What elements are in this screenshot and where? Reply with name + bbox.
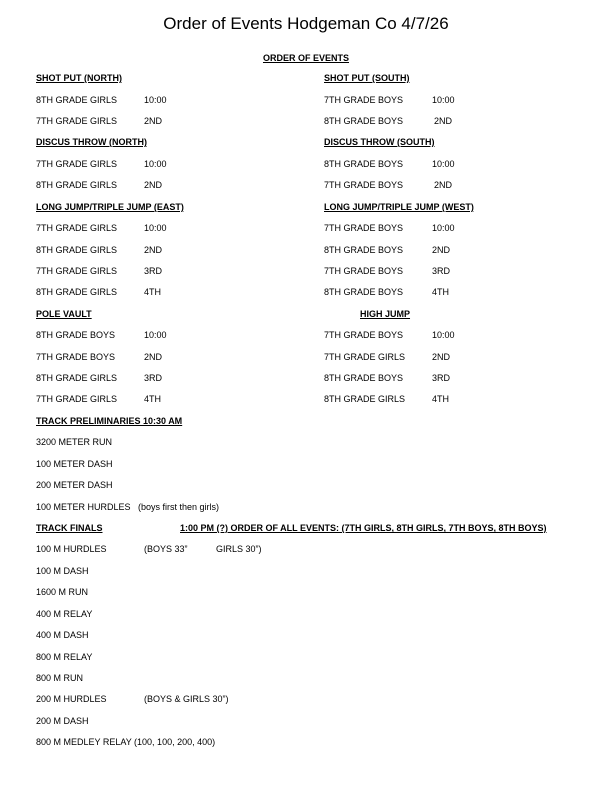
long-jump-east-time-1: 10:00 xyxy=(144,223,167,233)
high-jump-event-4: 8TH GRADE GIRLS xyxy=(324,394,406,404)
long-jump-west-time-4: 4TH xyxy=(432,287,450,297)
finals-event-9: 200 M DASH xyxy=(36,716,89,726)
prelims-event-3: 200 METER DASH xyxy=(36,480,113,490)
pole-vault-event-2: 7TH GRADE BOYS xyxy=(36,352,116,362)
prelims-event-2: 100 METER DASH xyxy=(36,459,113,469)
document-title: Order of Events Hodgeman Co 4/7/26 xyxy=(163,14,449,33)
high-jump-title: HIGH JUMP xyxy=(360,309,411,319)
finals-note-8: (BOYS & GIRLS 30”) xyxy=(144,694,229,704)
long-jump-east-time-3: 3RD xyxy=(144,266,163,276)
pole-vault-event-1: 8TH GRADE BOYS xyxy=(36,330,116,340)
pole-vault-event-4: 7TH GRADE GIRLS xyxy=(36,394,118,404)
long-jump-west-event-1: 7TH GRADE BOYS xyxy=(324,223,404,233)
long-jump-west-event-3: 7TH GRADE BOYS xyxy=(324,266,404,276)
finals-event-4: 400 M RELAY xyxy=(36,609,93,619)
long-jump-west-time-3: 3RD xyxy=(432,266,451,276)
discus-south-title: DISCUS THROW (SOUTH) xyxy=(324,137,435,147)
long-jump-west-title: LONG JUMP/TRIPLE JUMP (WEST) xyxy=(324,202,474,212)
order-of-events-heading: ORDER OF EVENTS xyxy=(262,53,349,63)
long-jump-east-event-1: 7TH GRADE GIRLS xyxy=(36,223,118,233)
shot-put-north-event-1: 8TH GRADE GIRLS xyxy=(36,95,118,105)
long-jump-east-time-2: 2ND xyxy=(144,245,163,255)
long-jump-west-event-2: 8TH GRADE BOYS xyxy=(324,245,404,255)
prelims-event-1: 3200 METER RUN xyxy=(36,437,113,447)
prelims-title: TRACK PRELIMINARIES 10:30 AM xyxy=(36,416,183,426)
prelims-note-4: (boys first then girls) xyxy=(138,502,220,512)
discus-north-event-1: 7TH GRADE GIRLS xyxy=(36,159,118,169)
long-jump-east-time-4: 4TH xyxy=(144,287,162,297)
finals-event-1: 100 M HURDLES xyxy=(36,544,107,554)
pole-vault-title: POLE VAULT xyxy=(36,309,92,319)
pole-vault-time-3: 3RD xyxy=(144,373,163,383)
pole-vault-time-1: 10:00 xyxy=(144,330,167,340)
finals-event-10: 800 M MEDLEY RELAY (100, 100, 200, 400) xyxy=(36,737,216,747)
high-jump-event-1: 7TH GRADE BOYS xyxy=(324,330,404,340)
pole-vault-time-2: 2ND xyxy=(144,352,163,362)
prelims-event-4: 100 METER HURDLES xyxy=(36,502,131,512)
shot-put-south-event-2: 8TH GRADE BOYS xyxy=(324,116,404,126)
finals-subtitle: 1:00 PM (?) ORDER OF ALL EVENTS: (7TH GIRLS, 8TH GIRLS, 7TH BOYS, 8TH BOYS) xyxy=(180,523,547,533)
long-jump-east-event-2: 8TH GRADE GIRLS xyxy=(36,245,118,255)
shot-put-north-time-1: 10:00 xyxy=(144,95,167,105)
discus-south-event-1: 8TH GRADE BOYS xyxy=(324,159,404,169)
finals-event-2: 100 M DASH xyxy=(36,566,89,576)
finals-event-5: 400 M DASH xyxy=(36,630,89,640)
high-jump-event-3: 8TH GRADE BOYS xyxy=(324,373,404,383)
shot-put-north-title: SHOT PUT (NORTH) xyxy=(36,73,122,83)
high-jump-time-1: 10:00 xyxy=(432,330,455,340)
shot-put-south-time-2: 2ND xyxy=(434,116,453,126)
high-jump-event-2: 7TH GRADE GIRLS xyxy=(324,352,406,362)
high-jump-time-4: 4TH xyxy=(432,394,450,404)
shot-put-north-event-2: 7TH GRADE GIRLS xyxy=(36,116,118,126)
discus-north-title: DISCUS THROW (NORTH) xyxy=(36,137,147,147)
shot-put-south-event-1: 7TH GRADE BOYS xyxy=(324,95,404,105)
shot-put-south-title: SHOT PUT (SOUTH) xyxy=(324,73,410,83)
finals-event-3: 1600 M RUN xyxy=(36,587,89,597)
pole-vault-time-4: 4TH xyxy=(144,394,162,404)
finals-note-1: (BOYS 33” xyxy=(144,544,188,554)
long-jump-east-event-4: 8TH GRADE GIRLS xyxy=(36,287,118,297)
shot-put-south-time-1: 10:00 xyxy=(432,95,455,105)
finals-title: TRACK FINALS xyxy=(36,523,103,533)
long-jump-east-title: LONG JUMP/TRIPLE JUMP (EAST) xyxy=(36,202,184,212)
high-jump-time-3: 3RD xyxy=(432,373,451,383)
finals-note2-1: GIRLS 30”) xyxy=(216,544,262,554)
long-jump-east-event-3: 7TH GRADE GIRLS xyxy=(36,266,118,276)
discus-north-time-2: 2ND xyxy=(144,180,163,190)
finals-event-7: 800 M RUN xyxy=(36,673,84,683)
finals-event-6: 800 M RELAY xyxy=(36,652,93,662)
long-jump-west-time-1: 10:00 xyxy=(432,223,455,233)
discus-south-time-1: 10:00 xyxy=(432,159,455,169)
long-jump-west-time-2: 2ND xyxy=(432,245,451,255)
long-jump-west-event-4: 8TH GRADE BOYS xyxy=(324,287,404,297)
high-jump-time-2: 2ND xyxy=(432,352,451,362)
discus-south-time-2: 2ND xyxy=(434,180,453,190)
discus-north-event-2: 8TH GRADE GIRLS xyxy=(36,180,118,190)
discus-south-event-2: 7TH GRADE BOYS xyxy=(324,180,404,190)
finals-event-8: 200 M HURDLES xyxy=(36,694,107,704)
pole-vault-event-3: 8TH GRADE GIRLS xyxy=(36,373,118,383)
shot-put-north-time-2: 2ND xyxy=(144,116,163,126)
discus-north-time-1: 10:00 xyxy=(144,159,167,169)
